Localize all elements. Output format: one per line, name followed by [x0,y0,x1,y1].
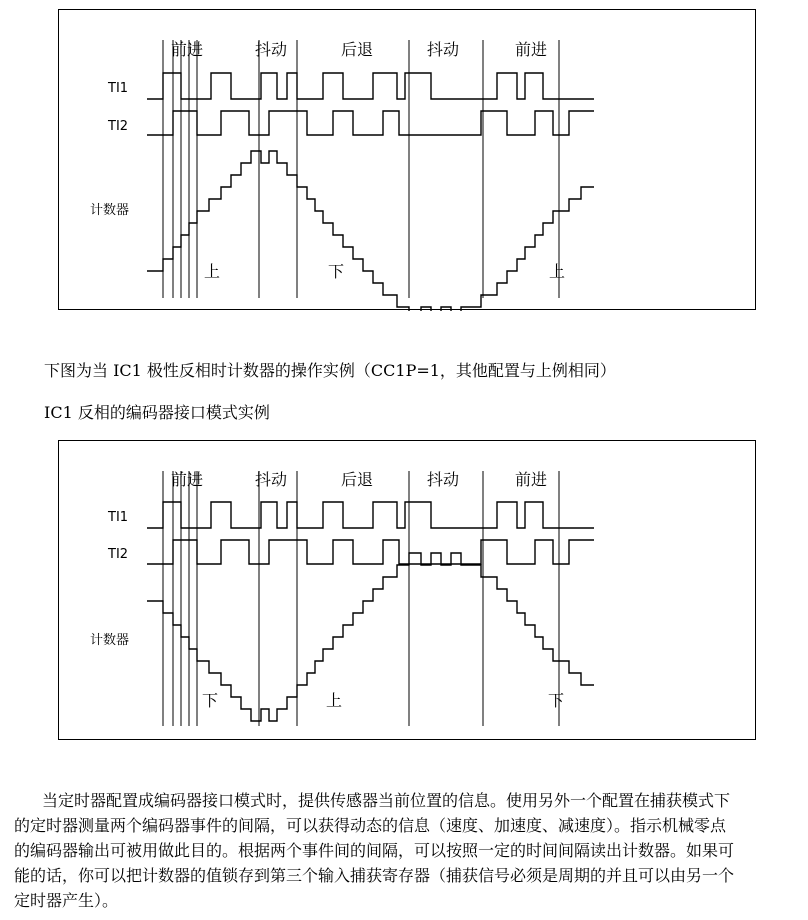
ti2-waveform [147,111,594,135]
phase-dividers [163,471,559,726]
phase-label-4: 抖动 [427,470,460,489]
direction-label-2: 下 [328,262,345,281]
ti2-trace [147,540,594,564]
caption-figure-title: IC1 反相的编码器接口模式实例 [44,403,270,422]
phase-label-1: 前进 [171,40,204,59]
ti2-waveform [147,540,594,564]
ti1-waveform [147,73,594,99]
ti2-label: TI2 [108,119,129,134]
phase-label-3: 后退 [341,40,374,59]
direction-label-3: 上 [549,262,566,281]
paragraph-line-1: 当定时器配置成编码器接口模式时，提供传感器当前位置的信息。使用另外一个配置在捕获模式下 [42,791,731,810]
ti2-label: TI2 [108,547,129,562]
phase-label-4: 抖动 [427,40,460,59]
phase-label-5: 前进 [515,470,548,489]
phase-label-1: 前进 [171,470,204,489]
phase-label-5: 前进 [515,40,548,59]
paragraph-line-5: 定时器产生）。 [14,891,119,910]
paragraph-line-3: 的编码器输出可被用做此目的。根据两个事件间的间隔，可以按照一定的时间间隔读出计数器。如果可 [14,841,735,860]
caption-polarity-inverted: 下图为当 IC1 极性反相时计数器的操作实例（CC1P=1，其他配置与上例相同） [44,361,616,380]
direction-label-2: 上 [326,691,343,710]
counter-waveform [147,151,594,311]
phase-label-2: 抖动 [255,470,288,489]
direction-label-1: 下 [202,691,219,710]
counter-trace [147,151,594,311]
phase-label-2: 抖动 [255,40,288,59]
ti1-waveform [147,502,594,528]
timing-diagram-2 [59,441,757,741]
counter-label: 计数器 [90,203,130,218]
phase-label-3: 后退 [341,470,374,489]
body-paragraph [14,788,804,913]
ti1-label: TI1 [108,510,129,525]
paragraph-line-4: 能的话，你可以把计数器的值锁存到第三个输入捕获寄存器（捕获信号必须是周期的并且可以由另一个 [14,866,735,885]
direction-label-3: 下 [548,691,565,710]
encoder-diagram-inverted [58,440,756,740]
timing-diagram-1 [59,10,757,311]
paragraph-line-2: 的定时器测量两个编码器事件的间隔，可以获得动态的信息（速度、加速度、减速度）。指示机械零点 [14,816,727,835]
counter-label: 计数器 [90,633,130,648]
ti1-label: TI1 [108,81,129,96]
ti2-trace [147,111,594,135]
direction-label-1: 上 [204,262,221,281]
ti1-trace [147,502,594,528]
encoder-diagram-normal [58,9,756,310]
ti1-trace [147,73,594,99]
